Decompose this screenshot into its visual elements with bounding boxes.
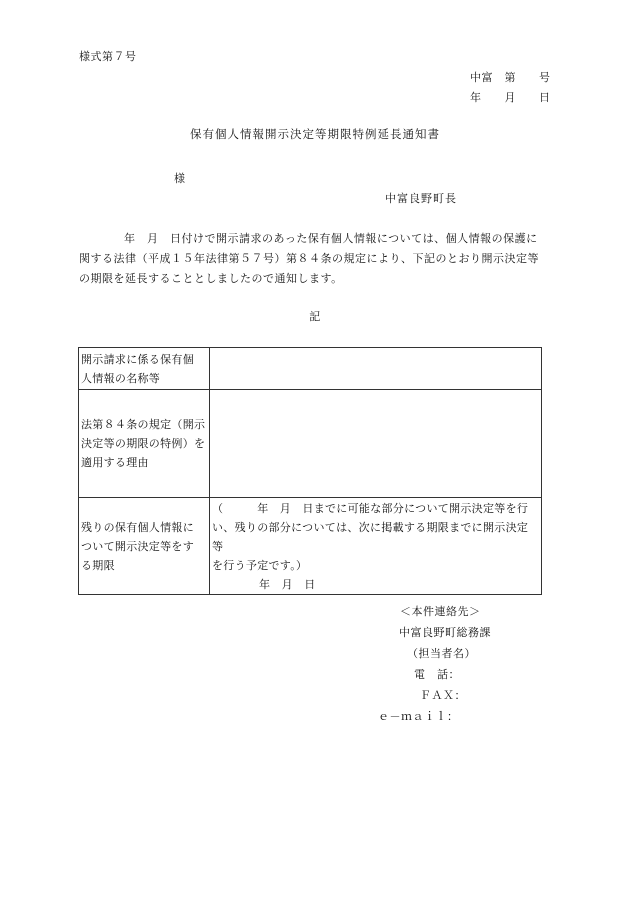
value-line: い、残りの部分については、次に掲載する期限までに開示決定等 — [212, 521, 529, 553]
label-line: 開示請求に係る保有個 — [81, 352, 194, 366]
contact-person: （担当者名） — [407, 647, 476, 660]
notice-body — [79, 229, 553, 289]
contact-phone: 電 話： — [414, 668, 460, 681]
sender-name: 中富良野町長 — [385, 192, 457, 205]
label-line: ついて開示決定等をす — [81, 539, 194, 553]
value-line: を行う予定です。） — [212, 559, 308, 572]
row-label-deadline — [79, 498, 210, 595]
row-value-reason — [210, 390, 542, 498]
contact-email: ｅ－ｍａｉｌ： — [378, 710, 459, 723]
row-value-deadline — [210, 498, 542, 595]
value-line: （ 年 月 日までに可能な部分について開示決定等を行 — [212, 502, 529, 515]
body-line-2: 関する法律（平成１５年法律第５７号）第８４条の規定により、下記のとおり開示決定等 — [79, 252, 539, 265]
table-row — [79, 498, 542, 595]
row-label-info-name — [79, 348, 210, 390]
ki-heading: 記 — [309, 310, 321, 323]
label-line: 法第８４条の規定（開示 — [81, 418, 206, 431]
body-line-3: の期限を延長することとしましたので通知します。 — [79, 272, 343, 285]
deadline-date: 年 月 日 — [259, 578, 316, 591]
contact-fax: ＦＡＸ： — [420, 689, 466, 702]
recipient-honorific: 様 — [174, 172, 186, 185]
contact-heading: ＜本件連絡先＞ — [400, 605, 481, 618]
label-line: 決定等の期限の特例）を — [81, 437, 206, 450]
contact-department: 中富良野町総務課 — [399, 626, 491, 639]
issue-date: 年 月 日 — [470, 91, 551, 104]
table-row — [79, 348, 542, 390]
contact-block — [340, 601, 540, 727]
label-line: る期限 — [81, 558, 115, 572]
row-value-info-name — [210, 348, 542, 390]
body-line-1: 年 月 日付けで開示請求のあった保有個人情報については、個人情報の保護に — [124, 232, 538, 245]
form-number: 様式第７号 — [79, 50, 137, 63]
label-line: 残りの保有個人情報に — [81, 520, 194, 534]
row-label-reason — [79, 390, 210, 498]
label-line: 適用する理由 — [81, 456, 149, 469]
document-number: 中富 第 号 — [470, 71, 551, 84]
details-table — [78, 347, 542, 595]
label-line: 人情報の名称等 — [81, 371, 161, 385]
table-row — [79, 390, 542, 498]
document-title: 保有個人情報開示決定等期限特例延長通知書 — [190, 127, 440, 141]
